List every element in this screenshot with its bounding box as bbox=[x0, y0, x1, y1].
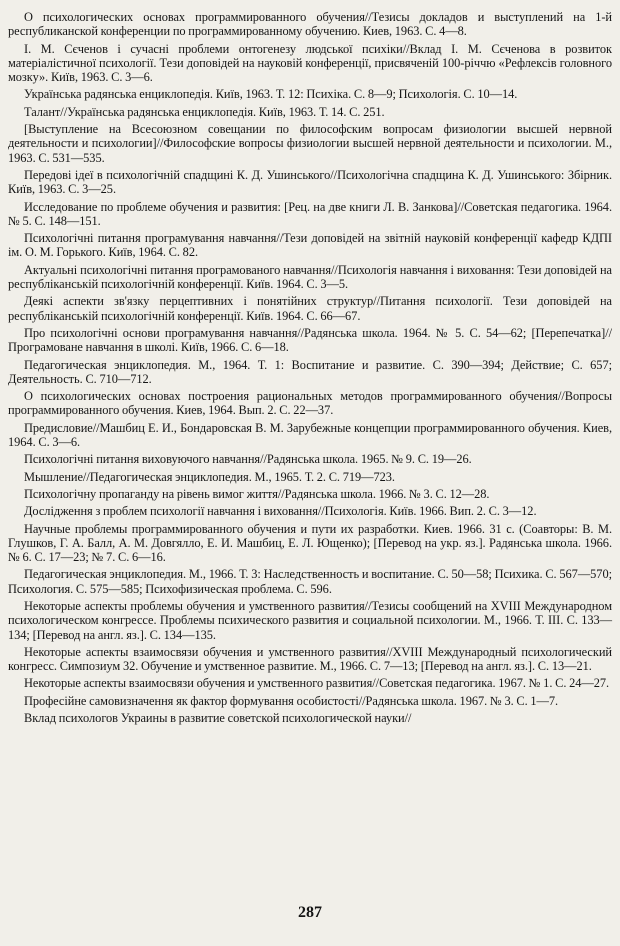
bibliography-entry: Предисловие//Машбиц Е. И., Бондаровская В. М. Зарубежные концепции программированного обучения. Киев, 1964. С. 3—6. bbox=[8, 420, 612, 450]
bibliography-entry: Вклад психологов Украины в развитие советской психологической науки// bbox=[24, 711, 412, 726]
bibliography-entry: Українська радянська енциклопедія. Київ, 1963. Т. 12: Психіка. С. 8—9; Психологія. С. 10—14. bbox=[24, 87, 518, 102]
bibliography-entry: Психологічні питання виховуючого навчання//Радянська школа. 1965. № 9. С. 19—26. bbox=[24, 452, 472, 467]
bibliography-entry: Психологічну пропаганду на рівень вимог життя//Радянська школа. 1966. № 3. С. 12—28. bbox=[24, 486, 490, 501]
bibliography-entry: О психологических основах построения рациональных методов программированного обучения//Вопросы программированного обучения. Киев, 1964. Вып. 2. С. 22—37. bbox=[8, 389, 612, 418]
bibliography-entry: Некоторые аспекты проблемы обучения и умственного развития//Тезисы сообщений на XVIII Международном психологическом конгрессе. Проблемы психического развития и социальной психологии. М., 1966. Т. III. С. 133—134; [Перевод на англ. яз.]. С. 134—135. bbox=[8, 598, 612, 642]
bibliography-entry: Педагогическая энциклопедия. М., 1966. Т. 3: Наследственность и воспитание. С. 50—58; Психика. С. 567—570; Психология. С. 575—585; Психофизическая проблема. С. 596. bbox=[8, 567, 612, 596]
page-number: 287 bbox=[298, 904, 322, 921]
bibliography-entry: Педагогическая энциклопедия. М., 1964. Т. 1: Воспитание и развитие. С. 390—394; Действие; С. 657; Деятельность. С. 710—712. bbox=[8, 357, 612, 386]
bibliography-entry: Талант//Українська радянська енциклопедія. Київ, 1963. Т. 14. С. 251. bbox=[24, 104, 385, 119]
bibliography-entry: Психологічні питання програмування навчання//Тези доповідей на звітній науковій конференції кафедр КДПІ ім. О. М. Горького. Київ, 1964. С. 82. bbox=[8, 231, 612, 260]
bibliography-entry: Мышление//Педагогическая энциклопедия. М., 1965. Т. 2. С. 719—723. bbox=[24, 469, 395, 484]
bibliography-entry: О психологических основах программированного обучения//Тезисы докладов и выступлений на 1-й республиканской конференции по программированному обучению. Киев, 1963. С. 4—8. bbox=[8, 10, 612, 39]
bibliography-entry: [Выступление на Всесоюзном совещании по философским вопросам физиологии высшей нервной деятельности и психологии]//Философские вопросы физиологии высшей нервной деятельности и психологии. М., 1963. С. 531—535. bbox=[8, 122, 612, 165]
bibliography-entry: Деякі аспекти зв'язку перцептивних і понятійних структур//Питання психології. Тези доповідей на республіканській психологічній конференції. Київ. 1964. С. 66—67. bbox=[8, 294, 612, 323]
bibliography-entry: Про психологічні основи програмування навчання//Радянська школа. 1964. № 5. С. 54—62; [Перепечатка]//Програмоване навчання в школі. Київ, 1966. С. 6—18. bbox=[8, 325, 612, 355]
bibliography-entry: Исследование по проблеме обучения и развития: [Рец. на две книги Л. В. Занкова]//Советская педагогика. 1964. № 5. С. 148—151. bbox=[8, 199, 612, 228]
bibliography-entry: Некоторые аспекты взаимосвязи обучения и умственного развития//Советская педагогика. 1967. № 1. С. 24—27. bbox=[24, 676, 610, 691]
bibliography-entry: Некоторые аспекты взаимосвязи обучения и умственного развития//XVIII Международный психологический конгресс. Симпозиум 32. Обучение и умственное развитие. М., 1966. С. 7—13; [Перевод на англ. яз.]. С. 13—21. bbox=[8, 644, 612, 674]
bibliography-entry: Передові ідеї в психологічній спадщині К. Д. Ушинського//Психологічна спадщина К. Д. Ушинського: Збірник. Київ, 1963. С. 3—25. bbox=[8, 167, 612, 197]
bibliography-entry: І. М. Сєченов і сучасні проблеми онтогенезу людської психіки//Вклад І. М. Сєченова в розвиток матеріалістичної психології. Тези доповідей на науковій конференції, присвяченій 100-річчю «Рефлексів головного мозку». Київ, 1963. С. 3—6. bbox=[8, 41, 612, 85]
bibliography-list bbox=[8, 10, 612, 728]
bibliography-entry: Научные проблемы программированного обучения и пути их разработки. Киев. 1966. 31 с. (Соавторы: В. М. Глушков, Г. А. Балл, А. М. Довгялло, Е. И. Машбиц, Е. Л. Ющенко); [Перевод на укр. яз.]. Радянська школа. 1966. № 6. С. 17—23; № 7. С. 6—16. bbox=[8, 521, 612, 565]
bibliography-entry: Професійне самовизначення як фактор формування особистості//Радянська школа. 1967. № 3. С. 1—7. bbox=[24, 693, 559, 708]
bibliography-entry: Дослідження з проблем психології навчання і виховання//Психологія. Київ. 1966. Вип. 2. С. 3—12. bbox=[24, 504, 537, 519]
bibliography-entry: Актуальні психологічні питання програмованого навчання//Психологія навчання і виховання: Тези доповідей на республіканській психологічній конференції. Київ. 1964. С. 3—5. bbox=[8, 262, 612, 292]
